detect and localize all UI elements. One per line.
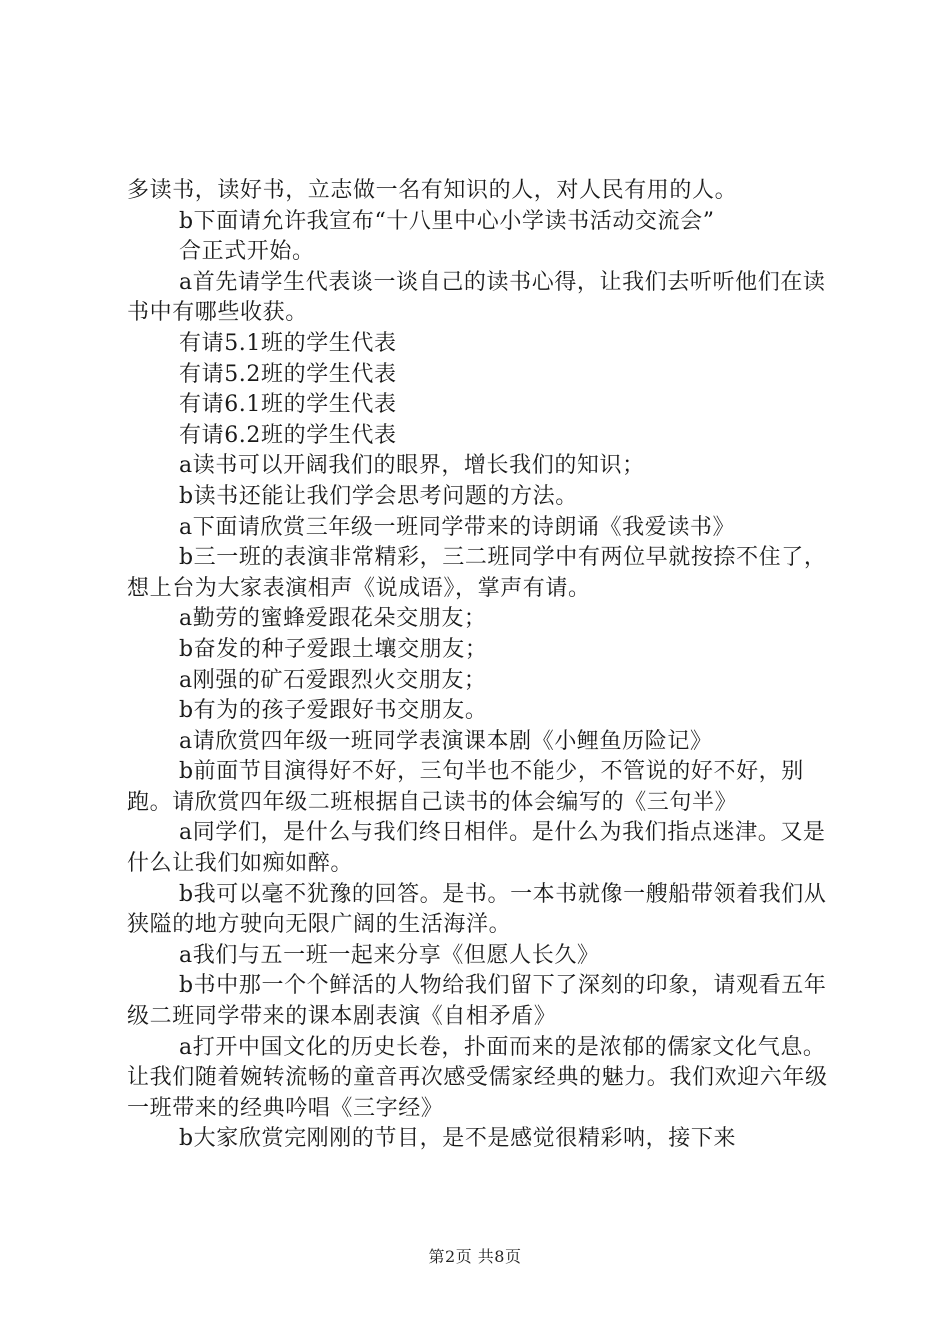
paragraph: a读书可以开阔我们的眼界，增长我们的知识； xyxy=(179,453,645,479)
paragraph: a刚强的矿石爱跟烈火交朋友； xyxy=(179,667,487,693)
paragraph: a我们与五一班一起来分享《但愿人长久》 xyxy=(179,942,600,968)
paragraph: 有请5.1班的学生代表 xyxy=(179,330,397,356)
paragraph: b三一班的表演非常精彩，三二班同学中有两位早就按捺不住了，想上台为大家表演相声《说成语》，掌声有请。 xyxy=(127,545,827,601)
paragraph: a首先请学生代表谈一谈自己的读书心得，让我们去听听他们在读书中有哪些收获。 xyxy=(127,269,826,326)
paragraph: a勤劳的蜜蜂爱跟花朵交朋友； xyxy=(179,606,487,632)
paragraph: b下面请允许我宣布“十八里中心小学读书活动交流会” xyxy=(179,208,715,234)
paragraph: a下面请欣赏三年级一班同学带来的诗朗诵《我爱读书》 xyxy=(179,514,736,540)
paragraph: b前面节目演得好不好，三句半也不能少，不管说的好不好，别跑。请欣赏四年级二班根据自己读书的体会编写的《三句半》 xyxy=(127,759,804,815)
paragraph: b书中那一个个鲜活的人物给我们留下了深刻的印象，请观看五年级二班同学带来的课本剧表演《自相矛盾》 xyxy=(127,973,827,1030)
paragraph: b读书还能让我们学会思考问题的方法。 xyxy=(179,483,578,509)
paragraph: 有请6.2班的学生代表 xyxy=(179,422,397,448)
paragraph: b我可以毫不犹豫的回答。是书。一本书就像一艘船带领着我们从狭隘的地方驶向无限广阔的生活海洋。 xyxy=(127,881,827,938)
paragraph: 有请6.1班的学生代表 xyxy=(179,392,397,418)
paragraph: a同学们，是什么与我们终日相伴。是什么为我们指点迷津。又是什么让我们如痴如醉。 xyxy=(127,820,826,877)
paragraph: b大家欣赏完刚刚的节目，是不是感觉很精彩呐，接下来 xyxy=(179,1126,737,1152)
paragraph: b奋发的种子爱跟土壤交朋友； xyxy=(179,636,488,662)
page-footer: 第2页 共8页 xyxy=(428,1247,522,1266)
paragraph: 合正式开始。 xyxy=(179,239,315,265)
paragraph: a请欣赏四年级一班同学表演课本剧《小鲤鱼历险记》 xyxy=(179,728,713,754)
paragraph: b有为的孩子爱跟好书交朋友。 xyxy=(179,698,488,724)
paragraph: a打开中国文化的历史长卷，扑面而来的是浓郁的儒家文化气息。让我们随着婉转流畅的童音再次感受儒家经典的魅力。我们欢迎六年级一班带来的经典吟唱《三字经》 xyxy=(127,1034,828,1121)
paragraph: 有请5.2班的学生代表 xyxy=(179,361,397,387)
document-body xyxy=(127,176,839,1155)
paragraph: 多读书，读好书，立志做一名有知识的人，对人民有用的人。 xyxy=(127,178,738,203)
